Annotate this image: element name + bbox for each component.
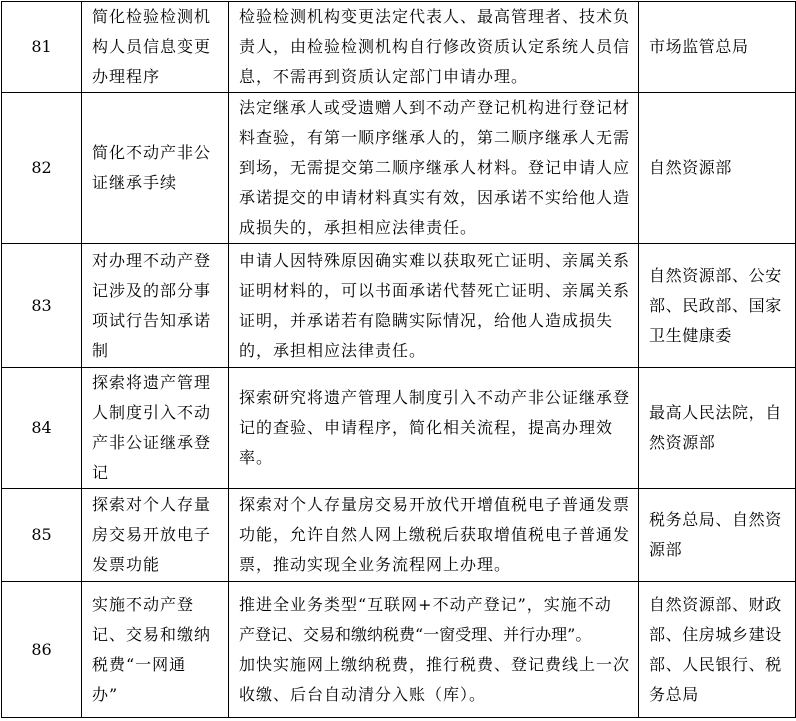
detail-cell bbox=[229, 244, 639, 368]
row-number-cell bbox=[2, 489, 82, 582]
item-line: 办理程序 bbox=[92, 67, 161, 86]
department-cell bbox=[639, 93, 796, 244]
detail-line: 探索对个人存量房交易开放代开增值税电子普通发票 bbox=[239, 495, 631, 514]
department-line: 卫生健康委 bbox=[649, 325, 733, 345]
detail-line: 功能，允许自然人网上缴税后获取增值税电子普通发 bbox=[239, 525, 631, 544]
department-cell bbox=[639, 582, 796, 718]
department-line: 务总局 bbox=[649, 684, 699, 704]
reform-measures-table bbox=[1, 1, 796, 718]
item-line: 对办理不动产登 bbox=[92, 250, 212, 270]
item-cell bbox=[82, 2, 229, 93]
item-line: 制 bbox=[92, 340, 110, 360]
department-line: 部、住房城乡建设 bbox=[649, 624, 782, 644]
item-cell bbox=[82, 489, 229, 582]
item-line: 项试行告知承诺 bbox=[92, 310, 212, 330]
detail-line: 法定继承人或受遗赠人到不动产登记机构进行登记材 bbox=[239, 98, 631, 117]
department-line: 最高人民法院，自 bbox=[649, 403, 782, 422]
table-row bbox=[2, 244, 796, 368]
detail-cell bbox=[229, 2, 639, 93]
detail-cell bbox=[229, 368, 639, 489]
row-number: 83 bbox=[31, 295, 52, 315]
row-number: 86 bbox=[31, 639, 52, 659]
department-cell bbox=[639, 2, 796, 93]
item-line: 探索将遗产管理 bbox=[92, 373, 212, 392]
table-row bbox=[2, 368, 796, 489]
row-number: 82 bbox=[31, 158, 52, 177]
item-line: 简化检验检测机 bbox=[92, 7, 212, 26]
table-row bbox=[2, 93, 796, 244]
item-line: 记涉及的部分事 bbox=[92, 280, 212, 300]
detail-line: 推进全业务类型“互联网+不动产登记”，实施不动 bbox=[239, 594, 612, 614]
detail-line: 的，承担相应法律责任。 bbox=[239, 340, 427, 360]
item-line: 房交易开放电子 bbox=[92, 525, 212, 544]
detail-line: 加快实施网上缴纳税费，推行税费、登记费线上一次 bbox=[239, 654, 631, 674]
detail-line: 证明，并承诺若有隐瞒实际情况，给他人造成损失 bbox=[239, 310, 614, 330]
item-line: 发票功能 bbox=[92, 555, 161, 574]
detail-cell bbox=[229, 489, 639, 582]
row-number-cell bbox=[2, 93, 82, 244]
detail-line: 到场，无需提交第二顺序继承人材料。登记申请人应 bbox=[239, 158, 631, 177]
department-line: 部、人民银行、税 bbox=[649, 654, 782, 674]
row-number-cell bbox=[2, 582, 82, 718]
item-line: 简化不动产非公 bbox=[92, 143, 212, 162]
department-line: 自然资源部 bbox=[649, 158, 733, 177]
row-number-cell bbox=[2, 368, 82, 489]
department-line: 源部 bbox=[649, 540, 683, 559]
item-cell bbox=[82, 368, 229, 489]
table-row bbox=[2, 582, 796, 718]
item-line: 实施不动产登 bbox=[92, 594, 195, 614]
department-line: 部、民政部、国家 bbox=[649, 295, 782, 315]
row-number: 84 bbox=[31, 418, 52, 437]
item-line: 记 bbox=[92, 463, 110, 482]
item-line: 产非公证继承登 bbox=[92, 433, 212, 452]
detail-line: 料查验，有第一顺序继承人的，第二顺序继承人无需 bbox=[239, 128, 631, 147]
detail-cell bbox=[229, 582, 639, 718]
item-line: 记、交易和缴纳 bbox=[92, 624, 212, 644]
department-line: 税务总局、自然资 bbox=[649, 510, 782, 529]
detail-line: 探索研究将遗产管理人制度引入不动产非公证继承登 bbox=[239, 388, 631, 407]
department-cell bbox=[639, 244, 796, 368]
table-row bbox=[2, 2, 796, 93]
item-line: 办” bbox=[92, 684, 119, 704]
detail-line: 检验检测机构变更法定代表人、最高管理者、技术负 bbox=[239, 7, 631, 26]
row-number: 85 bbox=[31, 525, 52, 544]
item-cell bbox=[82, 582, 229, 718]
item-cell bbox=[82, 244, 229, 368]
table-row bbox=[2, 489, 796, 582]
item-line: 税费“一网通 bbox=[92, 654, 187, 674]
department-line: 市场监管总局 bbox=[649, 37, 749, 56]
item-line: 证继承手续 bbox=[92, 173, 178, 192]
row-number-cell bbox=[2, 244, 82, 368]
detail-line: 记的查验、申请程序，简化相关流程，提高办理效 bbox=[239, 418, 614, 437]
item-cell bbox=[82, 93, 229, 244]
detail-line: 率。 bbox=[239, 448, 274, 467]
item-line: 人制度引入不动 bbox=[92, 403, 212, 422]
detail-cell bbox=[229, 93, 639, 244]
department-line: 然资源部 bbox=[649, 433, 716, 452]
department-line: 自然资源部、公安 bbox=[649, 265, 782, 285]
detail-line: 证明材料的，可以书面承诺代替死亡证明、亲属关系 bbox=[239, 280, 631, 300]
detail-line: 息，不需再到资质认定部门申请办理。 bbox=[239, 67, 529, 86]
row-number-cell bbox=[2, 2, 82, 93]
detail-line: 责人，由检验检测机构自行修改资质认定系统人员信 bbox=[239, 37, 631, 56]
item-line: 探索对个人存量 bbox=[92, 495, 212, 514]
detail-line: 产登记、交易和缴纳税费“一窗受理、并行办理”。 bbox=[239, 624, 592, 644]
detail-line: 申请人因特殊原因确实难以获取死亡证明、亲属关系 bbox=[239, 250, 631, 270]
department-line: 自然资源部、财政 bbox=[649, 594, 782, 614]
row-number: 81 bbox=[31, 37, 52, 56]
item-line: 构人员信息变更 bbox=[92, 37, 212, 56]
detail-line: 收缴、后台自动清分入账（库）。 bbox=[239, 684, 487, 704]
department-cell bbox=[639, 368, 796, 489]
detail-line: 票，推动实现全业务流程网上办理。 bbox=[239, 555, 512, 574]
detail-line: 成损失的，承担相应法律责任。 bbox=[239, 218, 478, 237]
detail-line: 承诺提交的申请材料真实有效，因承诺不实给他人造 bbox=[239, 188, 631, 207]
department-cell bbox=[639, 489, 796, 582]
